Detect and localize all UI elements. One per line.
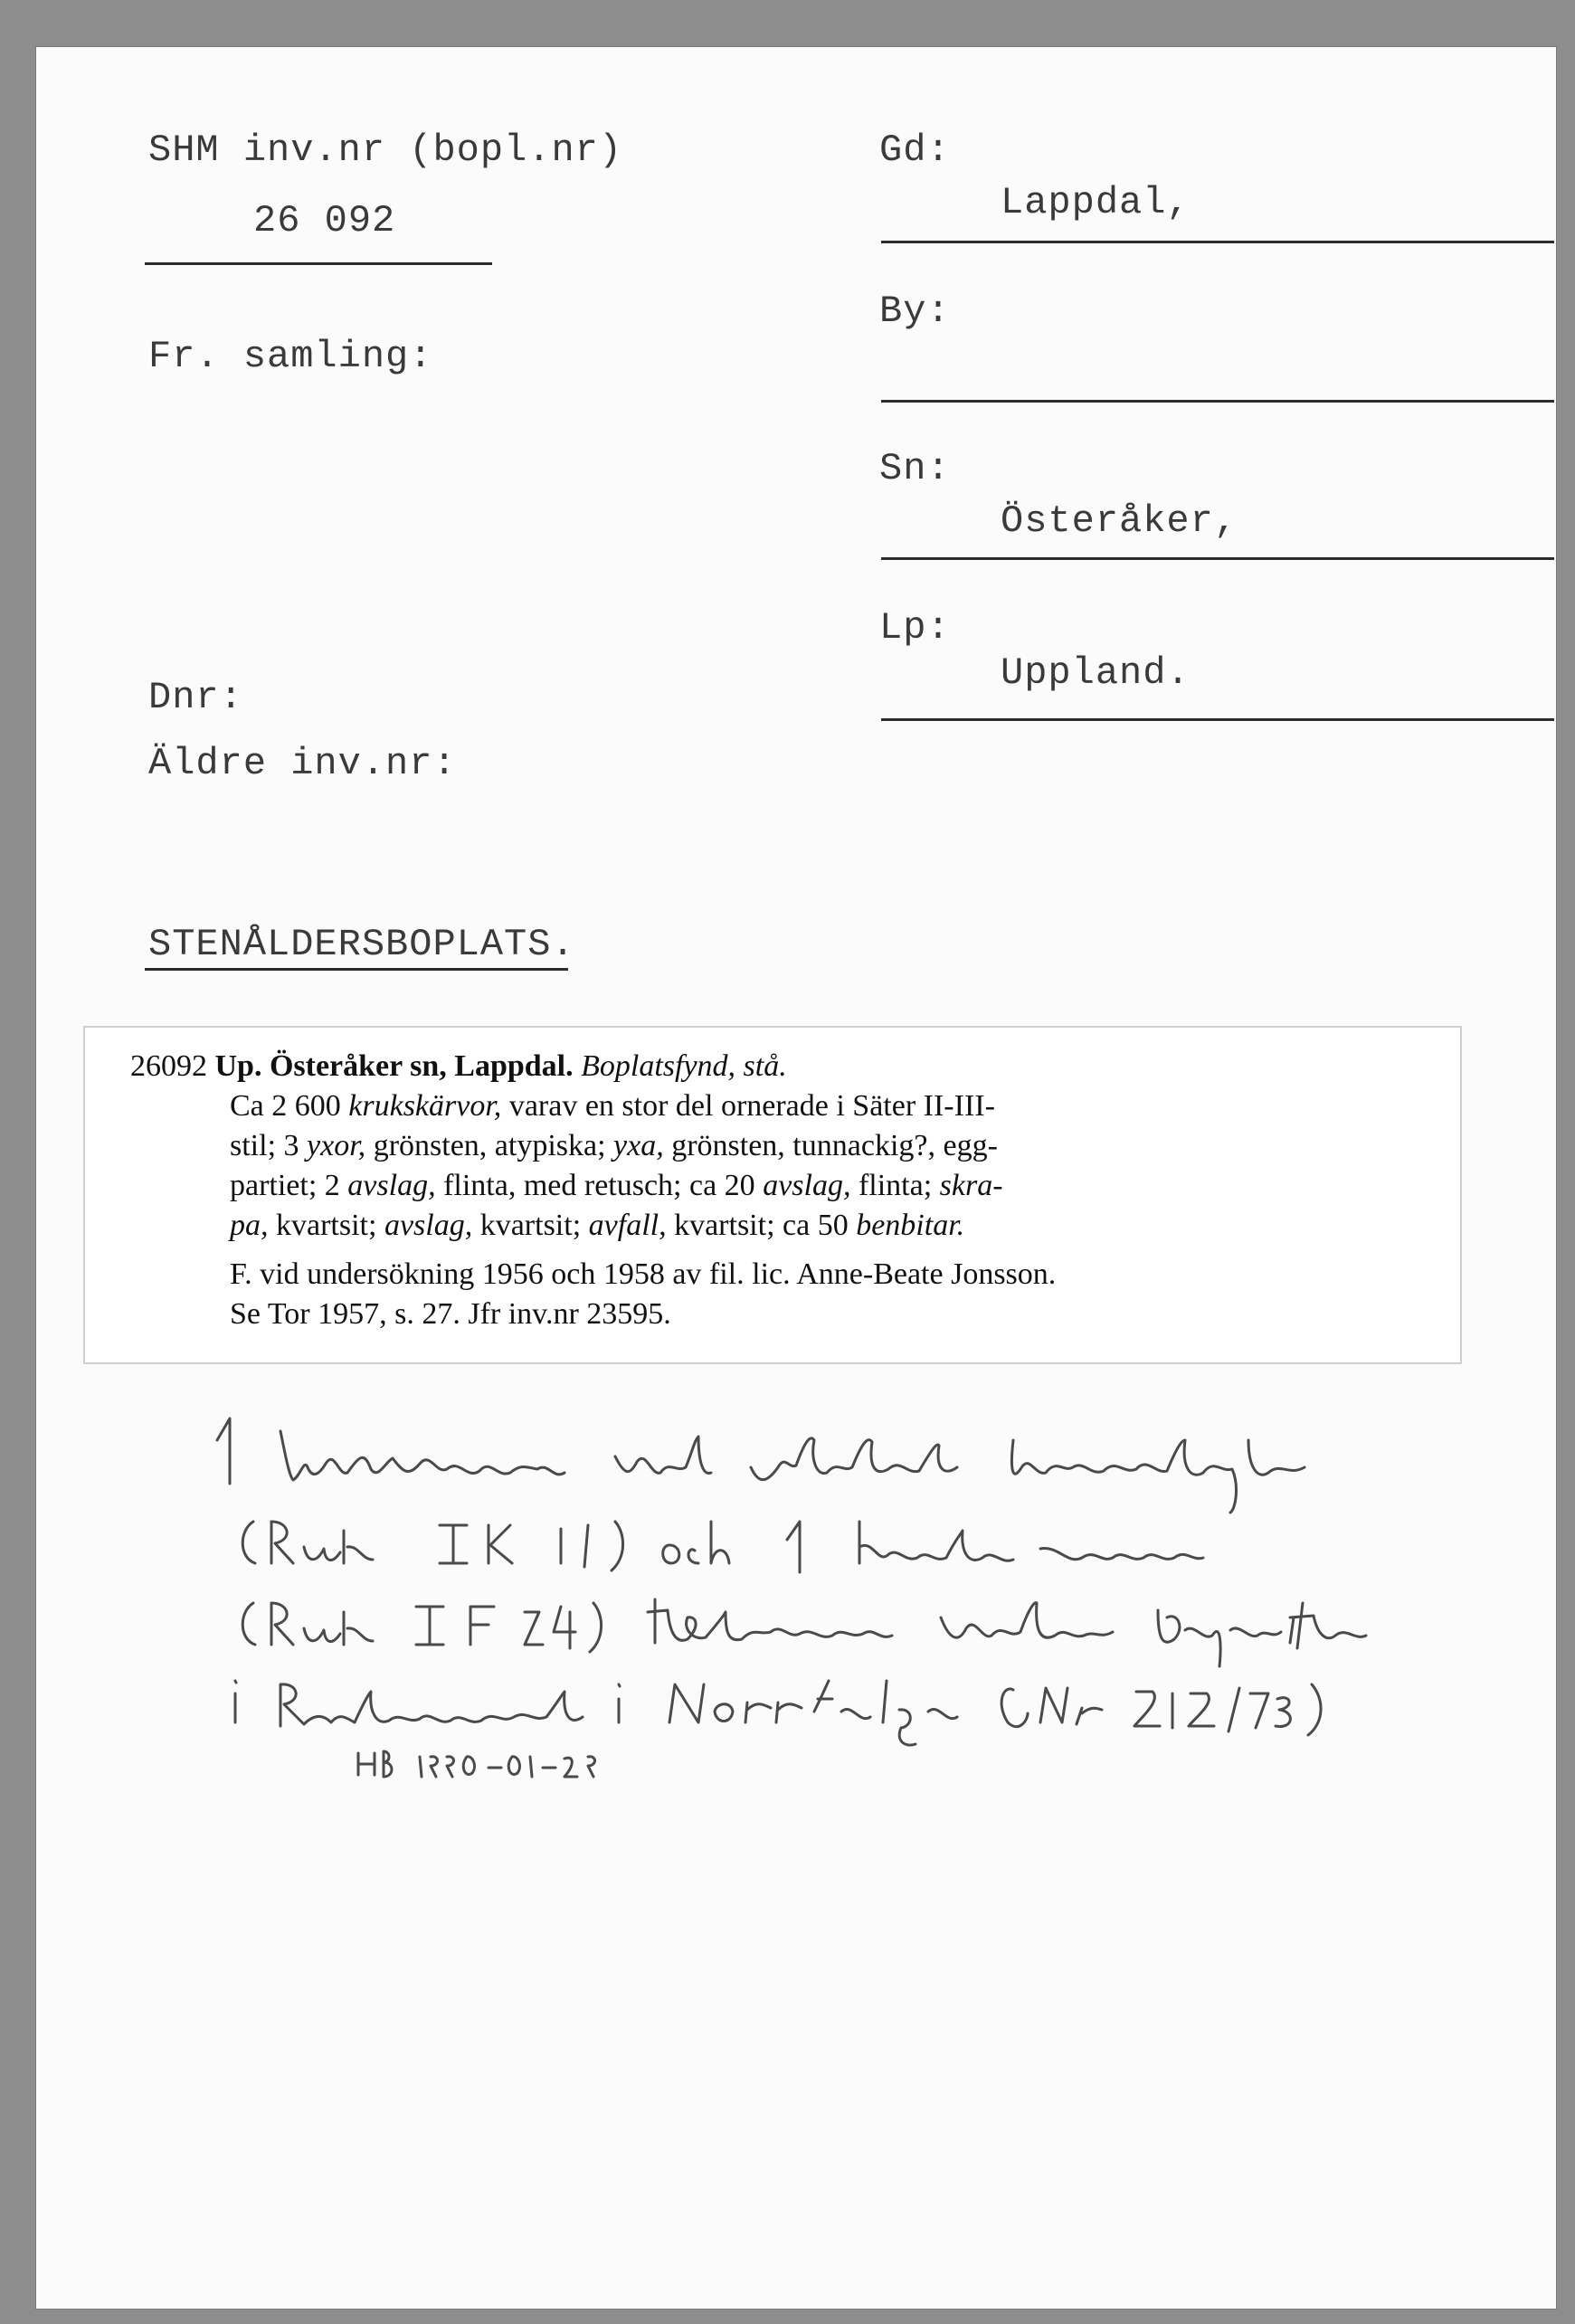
handwritten-line-1 xyxy=(199,1386,399,1396)
aldre-inv-label: Äldre inv.nr: xyxy=(148,742,457,785)
slip-heading-italic: Boplatsfynd, stå. xyxy=(581,1049,787,1083)
inv-label: SHM inv.nr (bopl.nr) xyxy=(148,128,623,172)
slip-line-1 xyxy=(130,1049,787,1084)
slip-line-2: Ca 2 600 krukskärvor, varav en stor del ornerade i Säter II-III- xyxy=(230,1089,995,1123)
lp-value: Uppland. xyxy=(1001,651,1191,695)
fr-samling-label: Fr. samling: xyxy=(148,335,433,378)
sn-underline xyxy=(881,557,1554,560)
slip-line-6: F. vid undersökning 1956 och 1958 av fil. lic. Anne-Beate Jonsson. xyxy=(230,1257,1057,1291)
slip-line-4: partiet; 2 avslag, flinta, med retusch; ca 20 avslag, flinta; skra- xyxy=(230,1169,1003,1202)
handwritten-line-2 xyxy=(199,1397,345,1407)
by-underline xyxy=(881,400,1554,403)
slip-line-3: stil; 3 yxor, grönsten, atypiska; yxa, grönsten, tunnackig?, egg- xyxy=(230,1129,998,1162)
printed-catalog-slip xyxy=(83,1026,1462,1364)
slip-number: 26092 xyxy=(130,1049,207,1083)
lp-label: Lp: xyxy=(879,606,951,650)
gd-label: Gd: xyxy=(879,128,951,172)
handwritten-line-3 xyxy=(199,1408,382,1418)
handwriting-strokes xyxy=(199,1386,1520,1766)
catalog-card xyxy=(36,47,1556,2309)
slip-heading: Up. Österåker sn, Lappdal. xyxy=(214,1049,574,1083)
dnr-label: Dnr: xyxy=(148,676,243,719)
handwritten-note xyxy=(199,1386,1520,1769)
slip-line-7: Se Tor 1957, s. 27. Jfr inv.nr 23595. xyxy=(230,1297,671,1331)
by-label: By: xyxy=(879,289,951,333)
sn-value: Österåker, xyxy=(1001,499,1238,543)
lp-underline xyxy=(881,718,1554,721)
inv-value: 26 092 xyxy=(253,199,396,242)
gd-underline xyxy=(881,241,1554,243)
gd-value: Lappdal, xyxy=(1001,181,1191,224)
category-heading: STENÅLDERSBOPLATS. xyxy=(148,923,575,966)
handwritten-signature xyxy=(199,1429,269,1439)
sn-label: Sn: xyxy=(879,447,951,490)
category-underline xyxy=(145,968,568,971)
inv-underline xyxy=(145,262,492,265)
handwritten-line-4 xyxy=(199,1418,393,1428)
slip-line-5: pa, kvartsit; avslag, kvartsit; avfall, kvartsit; ca 50 benbitar. xyxy=(230,1209,965,1242)
